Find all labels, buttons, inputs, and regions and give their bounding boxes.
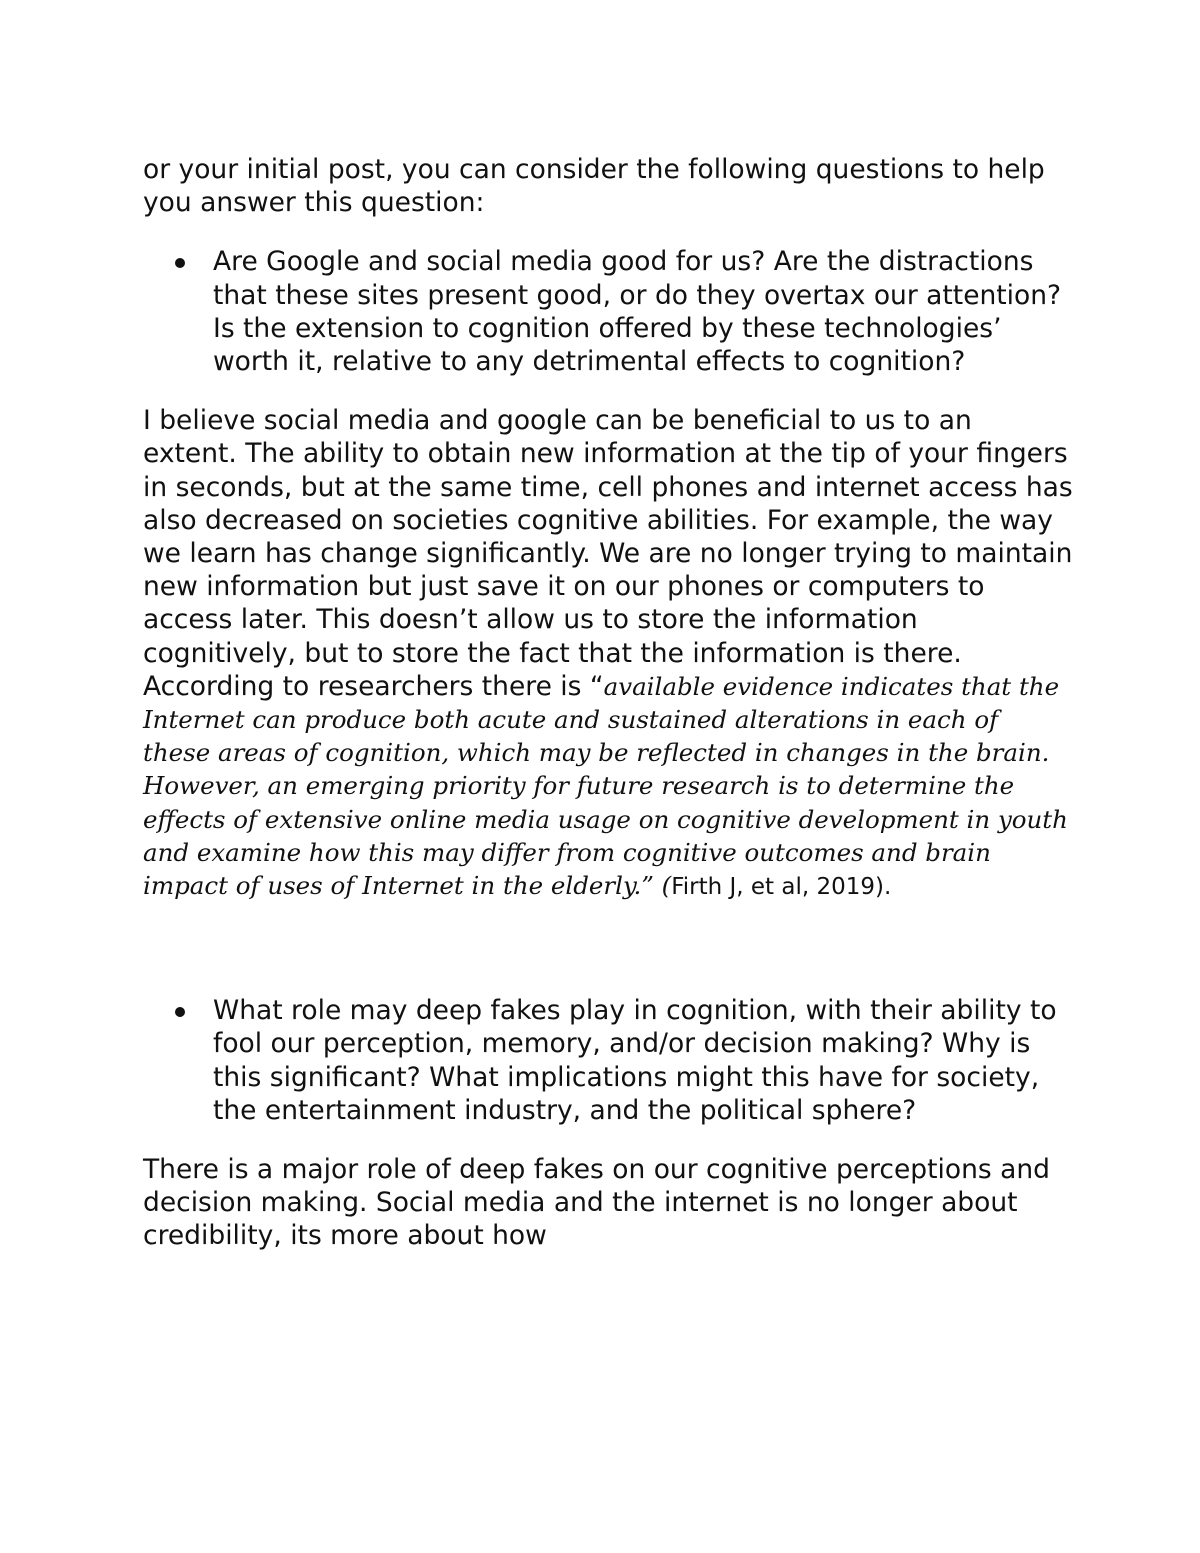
- citation: Firth J, et al, 2019).: [671, 874, 892, 901]
- question-item-google-social-media: [143, 245, 1073, 378]
- quoted-research: available evidence indicates that the Internet can produce both acute and sustained alterations in each of these areas of cognition, which may be reflected in changes in the brain. However, an emerging priority for future research is to determine the effects of extensive online media usage on cognitive development in youth and examine how this may differ from cognitive outcomes and brain impact of uses of Internet in the elderly.” (: [143, 671, 1068, 901]
- question-list-2: [143, 994, 1073, 1127]
- question-text: What role may deep fakes play in cognition, with their ability to fool our perception, memory, and/or decision making? Why is this significant? What implications might this have for society, the entertainment industry, and the political sphere?: [213, 995, 1057, 1126]
- answer-text: I believe social media and google can be beneficial to us to an extent. The ability to obtain new information at the tip of your fingers in seconds, but at the same time, cell phones and internet access has also decreased on societies cognitive abilities. For example, the way we learn has change significantly. We are no longer trying to maintain new information but just save it on our phones or computers to access later. This doesn’t allow us to store the information cognitively, but to store the fact that the information is there. According to researchers there is “: [143, 405, 1073, 702]
- blank-space: [143, 904, 1073, 994]
- intro-paragraph: or your initial post, you can consider the following questions to help you answer this question:: [143, 154, 1045, 219]
- answer-paragraph-2: There is a major role of deep fakes on our cognitive perceptions and decision making. Social media and the internet is no longer about credibility, its more about how: [143, 1154, 1050, 1252]
- bullet-icon: [175, 258, 185, 268]
- question-list-1: [143, 245, 1073, 378]
- bullet-icon: [175, 1007, 185, 1017]
- answer-paragraph-1: [143, 404, 1073, 904]
- document-body: [143, 153, 1073, 1253]
- question-text: Are Google and social media good for us? Are the distractions that these sites present good, or do they overtax our attention? Is the extension to cognition offered by these technologies’ worth it, relative to any detrimental effects to cognition?: [213, 246, 1062, 378]
- question-item-deep-fakes: [143, 994, 1073, 1127]
